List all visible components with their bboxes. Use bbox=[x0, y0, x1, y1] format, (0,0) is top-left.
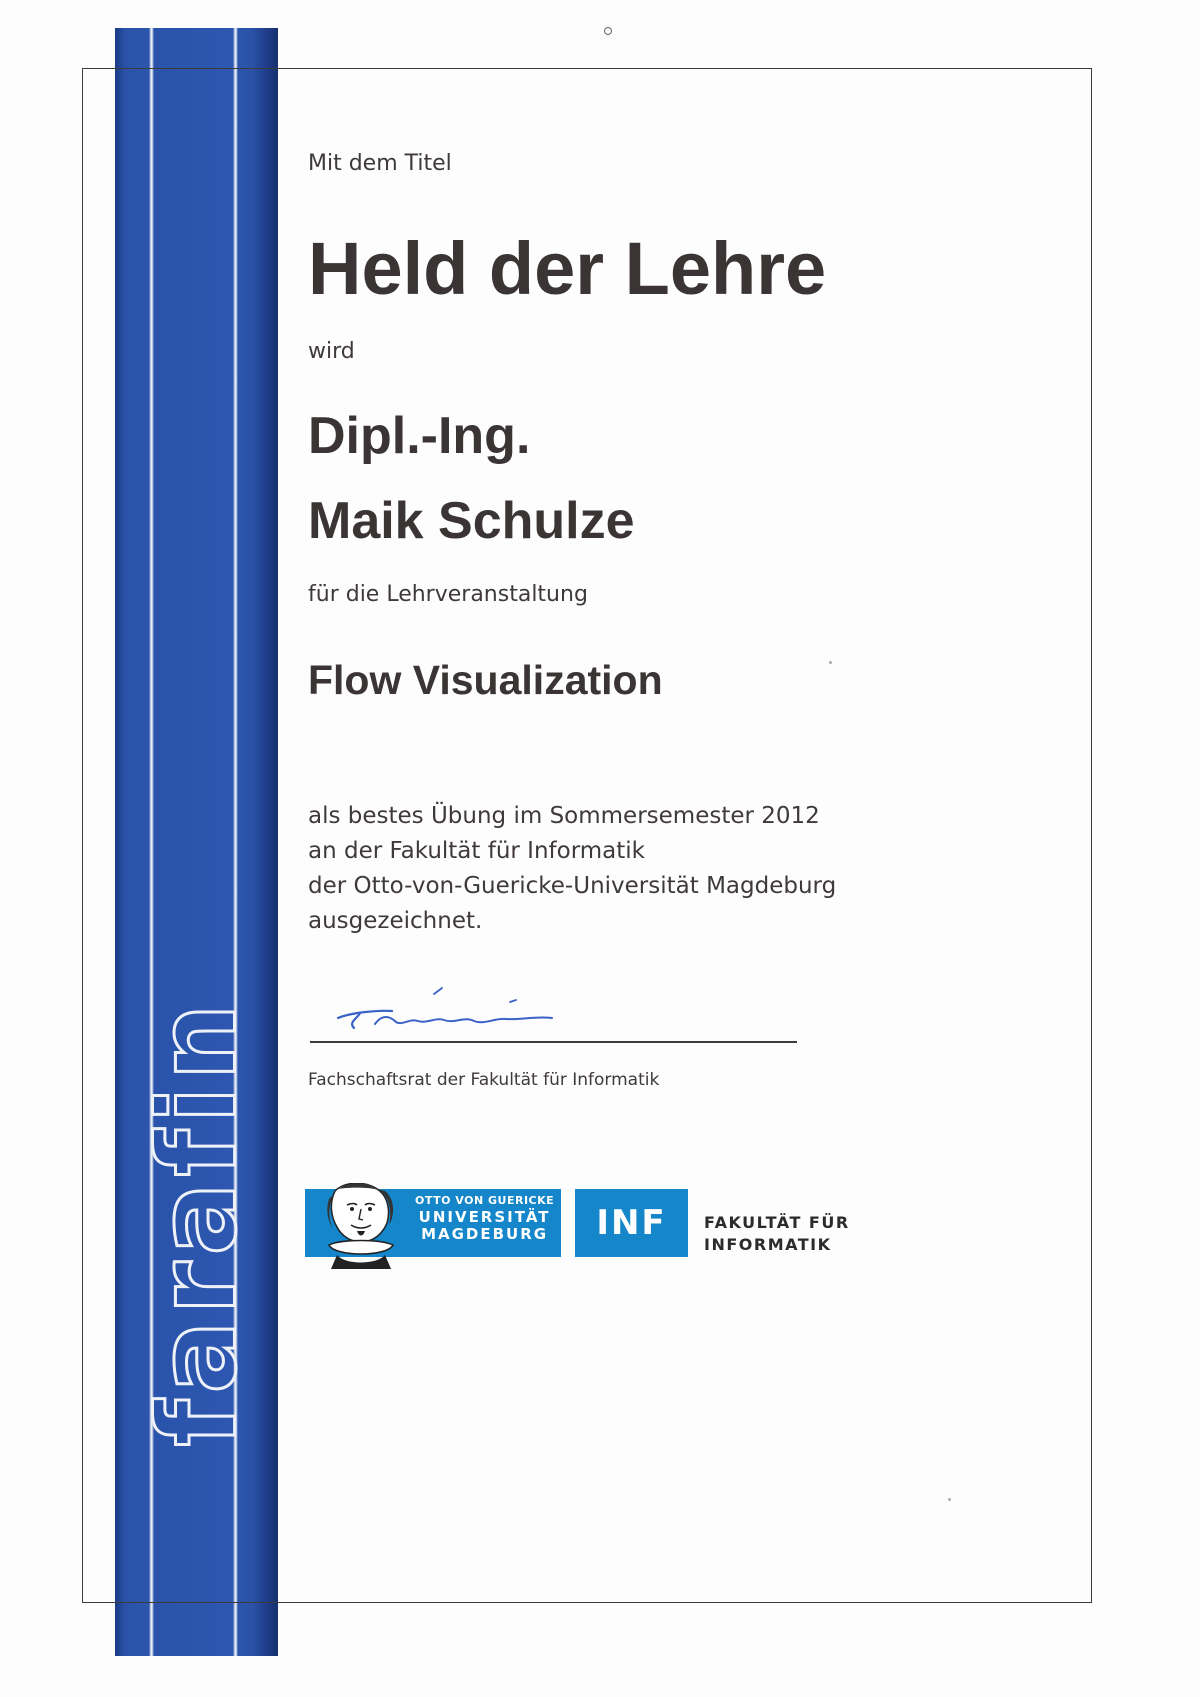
award-title: Held der Lehre bbox=[308, 227, 827, 310]
handwritten-signature bbox=[330, 980, 560, 1040]
punch-mark bbox=[604, 27, 612, 35]
honoree-degree: Dipl.-Ing. bbox=[308, 407, 531, 465]
faculty-line-1: FAKULTÄT FÜR bbox=[704, 1213, 850, 1232]
award-description bbox=[308, 799, 836, 939]
university-line-3: MAGDEBURG bbox=[421, 1225, 549, 1243]
otto-von-guericke-portrait-icon bbox=[321, 1183, 399, 1269]
university-wordmark bbox=[415, 1195, 554, 1244]
description-line: ausgezeichnet. bbox=[308, 908, 483, 934]
paper-speck bbox=[829, 661, 832, 664]
university-line-2: UNIVERSITÄT bbox=[418, 1208, 551, 1226]
inf-logo: INF bbox=[575, 1189, 688, 1257]
connector-text: wird bbox=[308, 339, 355, 364]
course-title: Flow Visualization bbox=[308, 657, 663, 703]
signature-caption: Fachschaftsrat der Fakultät für Informatik bbox=[308, 1070, 660, 1090]
description-line: der Otto-von-Guericke-Universität Magdeburg bbox=[308, 873, 837, 899]
description-line: an der Fakultät für Informatik bbox=[308, 838, 645, 864]
university-logo bbox=[305, 1189, 561, 1257]
brand-wordmark: farafin bbox=[135, 997, 261, 1447]
paper-speck bbox=[948, 1498, 951, 1501]
honoree-name: Maik Schulze bbox=[308, 492, 635, 550]
description-line: als bestes Übung im Sommersemester 2012 bbox=[308, 803, 820, 829]
intro-text: Mit dem Titel bbox=[308, 151, 452, 176]
university-line-1: OTTO VON GUERICKE bbox=[415, 1194, 555, 1207]
course-intro-text: für die Lehrveranstaltung bbox=[308, 582, 588, 607]
signature-line bbox=[310, 1041, 797, 1043]
faculty-wordmark bbox=[704, 1212, 850, 1256]
faculty-line-2: INFORMATIK bbox=[704, 1235, 832, 1254]
